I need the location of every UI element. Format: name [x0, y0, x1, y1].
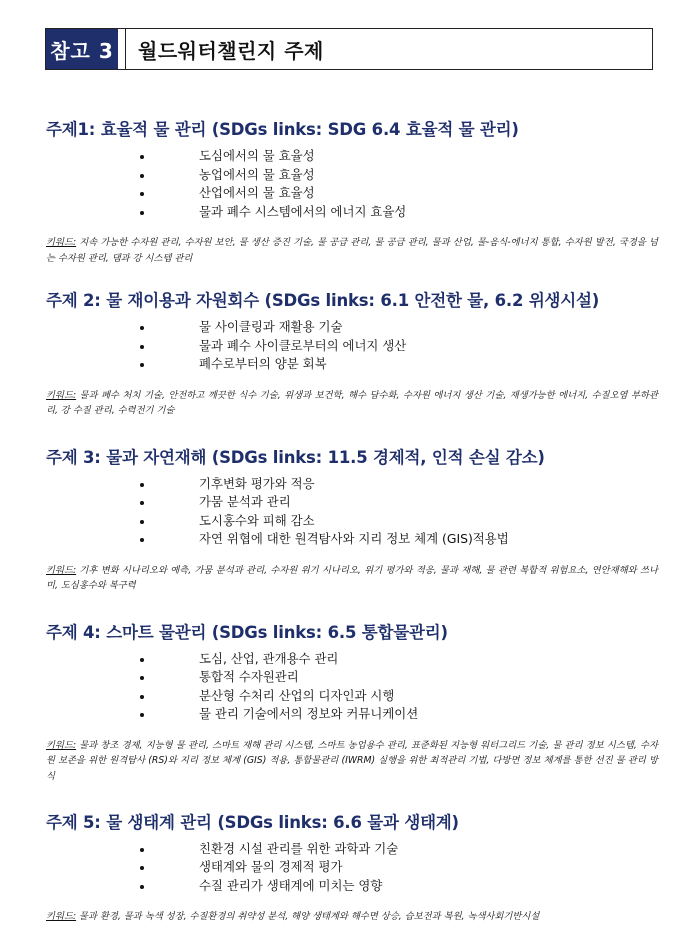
- bullet-icon: [140, 192, 144, 196]
- bullet-text: 친환경 시설 관리를 위한 과학과 기술: [199, 840, 399, 856]
- keywords-label: 키워드:: [46, 237, 77, 248]
- keywords: [46, 388, 658, 445]
- bullet-item: [46, 203, 662, 222]
- page-title: 월드워터챌린지 주제: [138, 38, 324, 63]
- bullet-item: [46, 475, 662, 494]
- bullet-text: 생태계와 물의 경제적 평가: [199, 859, 343, 874]
- topic-1: [46, 117, 662, 288]
- bullet-item: [46, 687, 662, 706]
- topic-3: [46, 445, 662, 620]
- bullet-text: 분산형 수처리 산업의 디자인과 시행: [199, 687, 395, 703]
- bullet-icon: [140, 695, 144, 699]
- bullet-text: 자연 위협에 대한 원격탐사와 지리 정보 체계 (GIS)적용법: [199, 531, 509, 546]
- topic-bullets: [46, 650, 662, 724]
- bullet-icon: [140, 501, 144, 505]
- keywords-text: 물과 창조 경제, 지능형 물 관리, 스마트 재해 관리 시스템, 스마트 농업용수 관리, 표준화된 지능형 워터그리드 기술, 물 관리 정보 시스템, 수자원 보존을 위한 원격탐사 (RS)와 지리 정보 체계 (GIS) 적용, 통합물관리 (IWRM) 실행을 위한 최적관리 기법, 다방면 정보 체계를 통한 선진 물 관리 방식: [46, 739, 658, 782]
- bullet-text: 농업에서의 물 효율성: [199, 166, 315, 182]
- keywords-text: 기후 변화 시나리오와 예측, 가뭄 분석과 관리, 수자원 위기 시나리오, 위기 평가와 적응, 물과 재해, 물 관련 복합적 위험요소, 연안재해와 쓰나미, 도심홍수와 복구력: [46, 564, 658, 591]
- bullet-item: [46, 530, 662, 549]
- bullet-icon: [140, 520, 144, 524]
- bullet-icon: [140, 658, 144, 662]
- keywords-label: 키워드:: [46, 739, 77, 751]
- bullet-icon: [140, 713, 144, 717]
- keywords: [46, 235, 658, 288]
- bullet-text: 수질 관리가 생태계에 미치는 영향: [199, 877, 383, 893]
- bullet-icon: [140, 676, 144, 680]
- topic-title: 주제 2: 물 재이용과 자원회수 (SDGs links: 6.1 안전한 물, 6.2 위생시설): [46, 291, 600, 310]
- bullet-text: 물과 폐수 시스템에서의 에너지 효율성: [199, 203, 407, 219]
- bullet-item: [46, 355, 662, 374]
- bullet-text: 폐수로부터의 양분 회복: [199, 356, 327, 371]
- bullet-text: 통합적 수자원관리: [199, 669, 299, 684]
- bullet-item: [46, 840, 662, 859]
- reference-header: [45, 28, 653, 70]
- bullet-item: [46, 493, 662, 512]
- header-divider: [118, 29, 126, 69]
- bullet-text: 도시홍수와 피해 감소: [199, 512, 315, 528]
- bullet-icon: [140, 155, 144, 159]
- bullet-icon: [140, 211, 144, 215]
- bullet-icon: [140, 483, 144, 487]
- bullet-icon: [140, 848, 144, 852]
- bullet-item: [46, 318, 662, 337]
- bullet-icon: [140, 538, 144, 542]
- topic-bullets: [46, 840, 662, 896]
- bullet-item: [46, 668, 662, 687]
- bullet-text: 물 사이클링과 재활용 기술: [199, 319, 343, 334]
- topic-title: 주제 3: 물과 자연재해 (SDGs links: 11.5 경제적, 인적 손실 감소): [46, 447, 545, 467]
- keywords-text: 물과 환경, 물과 녹색 성장, 수질환경의 취약성 분석, 해양 생태계와 해수면 상승, 습보전과 복원, 녹색사회기반시설: [76, 911, 540, 922]
- bullet-item: [46, 337, 662, 356]
- topic-bullets: [46, 475, 662, 549]
- topic-title: 주제1: 효율적 물 관리 (SDGs links: SDG 6.4 효율적 물 관리): [46, 120, 519, 139]
- topic-2: [46, 288, 662, 445]
- bullet-item: [46, 650, 662, 669]
- topic-title: 주제 4: 스마트 물관리 (SDGs links: 6.5 통합물관리): [46, 622, 448, 642]
- topic-5: [46, 810, 662, 925]
- bullet-text: 산업에서의 물 효율성: [199, 185, 315, 200]
- bullet-text: 물과 폐수 사이클로부터의 에너지 생산: [199, 337, 407, 353]
- topic-title: 주제 5: 물 생태계 관리 (SDGs links: 6.6 물과 생태계): [46, 812, 459, 832]
- bullet-text: 가뭄 분석과 관리: [199, 494, 291, 509]
- keywords-label: 키워드:: [46, 911, 77, 922]
- keywords-label: 키워드:: [46, 389, 77, 401]
- bullet-icon: [140, 345, 144, 349]
- topic-4: [46, 620, 662, 810]
- keywords: [46, 909, 658, 925]
- keywords-text: 물과 폐수 처치 기술, 안전하고 깨끗한 식수 기술, 위생과 보건학, 해수 담수화, 수자원 에너지 생산 기술, 재생가능한 에너지, 수질오염 부하관리, 강 수질 관리, 수력전기 기술: [46, 389, 658, 416]
- topic-bullets: [46, 318, 662, 374]
- bullet-item: [46, 877, 662, 896]
- bullet-item: [46, 184, 662, 203]
- bullet-text: 도심, 산업, 관개용수 관리: [199, 650, 339, 666]
- bullet-icon: [140, 363, 144, 367]
- bullet-icon: [140, 866, 144, 870]
- reference-tag: 참고 3: [46, 29, 118, 69]
- bullet-item: [46, 705, 662, 724]
- bullet-icon: [140, 885, 144, 889]
- bullet-text: 기후변화 평가와 적응: [199, 475, 315, 491]
- bullet-item: [46, 512, 662, 531]
- keywords-label: 키워드:: [46, 564, 77, 576]
- bullet-item: [46, 166, 662, 185]
- bullet-item: [46, 147, 662, 166]
- topic-list: [46, 117, 662, 925]
- keywords-text: 지속 가능한 수자원 관리, 수자원 보안, 물 생산 증진 기술, 물 공급 관리, 물 공급 관리, 물과 산업, 물-음식-에너지 통합, 수자원 발전, 국경을 넘는 수자원 관리, 댐과 강 시스템 관리: [46, 237, 658, 264]
- keywords: [46, 738, 658, 810]
- bullet-text: 도심에서의 물 효율성: [199, 148, 315, 163]
- bullet-icon: [140, 174, 144, 178]
- bullet-text: 물 관리 기술에서의 정보와 커뮤니케이션: [199, 706, 419, 721]
- bullet-icon: [140, 326, 144, 330]
- keywords: [46, 563, 658, 620]
- bullet-item: [46, 858, 662, 877]
- topic-bullets: [46, 147, 662, 221]
